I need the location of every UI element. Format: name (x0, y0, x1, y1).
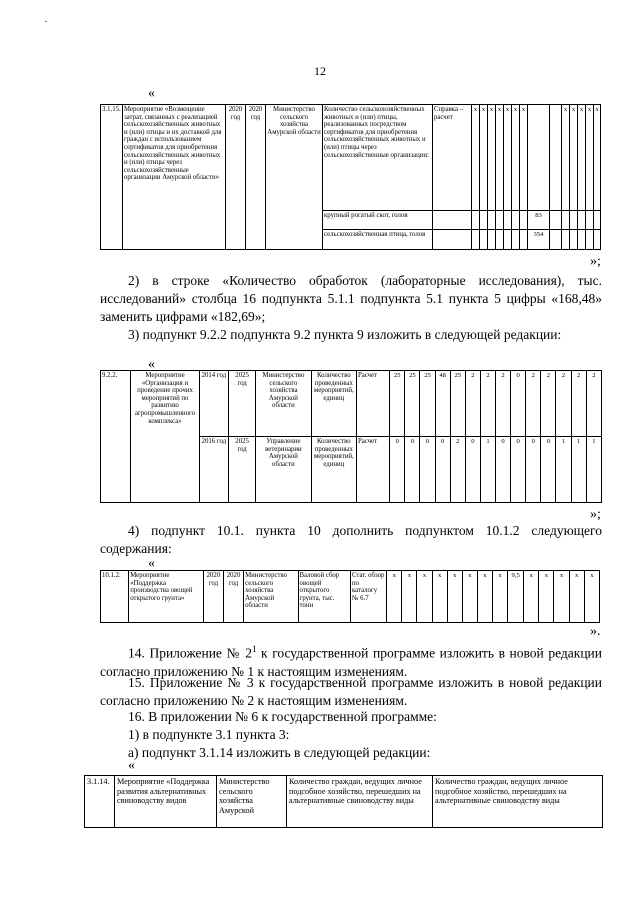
end-year: 2020 год (223, 571, 243, 623)
value-cell: х (520, 105, 528, 211)
value-cell: х (570, 105, 578, 211)
value-cell: х (432, 571, 447, 623)
value-cell: 0 (541, 437, 556, 503)
value-cell (550, 105, 562, 211)
value-cell: 0 (496, 437, 511, 503)
end-year: 2025 год (229, 371, 256, 437)
cattle-value: 83 (528, 211, 550, 230)
executor: Управление ветеринарии Амурской области (256, 437, 311, 503)
paragraph-15: 15. Приложение № 3 к государственной программе изложить в новой редакции согласно приложению № 2 к настоящим изменениям. (100, 675, 602, 708)
value-cell: 0 (435, 437, 450, 503)
value-cell: 0 (390, 437, 405, 503)
scan-mark: · (44, 16, 48, 28)
open-quote-3: « (148, 556, 155, 571)
value-cell: х (578, 105, 586, 211)
table-9-2-2 (100, 370, 602, 503)
table-3-1-14 (84, 775, 603, 828)
value-cell: х (584, 571, 599, 623)
paragraph-16-a: а) подпункт 3.1.14 изложить в следующей редакции: (128, 745, 431, 760)
row-label-poultry: сельскохозяйственная птица, голов (323, 230, 433, 250)
value-cell: 1 (586, 437, 601, 503)
value-cell: 9,5 (508, 571, 524, 623)
value-cell: 25 (450, 371, 465, 437)
executor: Министерство сельского хозяйства Амурской области (266, 105, 323, 250)
value-cell: 25 (420, 371, 435, 437)
executor: Министерство сельского хозяйства Амурской (217, 776, 287, 828)
start-year: 2020 год (203, 571, 223, 623)
paragraph-3: 3) подпункт 9.2.2 подпункта 9.2 пункта 9 изложить в следующей редакции: (128, 327, 562, 342)
value-cell: х (417, 571, 432, 623)
row-code: 10.1.2. (101, 571, 129, 623)
close-quote-3: ». (590, 624, 601, 639)
paragraph-16: 16. В приложении № 6 к государственной программе: (128, 709, 437, 724)
indicator: Валовой сбор овощей открытого грунта, тыс. тонн (298, 571, 350, 623)
value-cell: х (586, 105, 594, 211)
value-cell: х (594, 105, 601, 211)
indicator: Количество проведенных мероприятий, единиц (311, 437, 356, 503)
indicator-repeat: Количество граждан, ведущих личное подсобное хозяйство, перешедших на альтернативные свиноводству виды (433, 776, 603, 828)
value-cell: х (447, 571, 462, 623)
value-cell: х (512, 105, 520, 211)
value-cell: 0 (511, 437, 526, 503)
value-cell: 0 (511, 371, 526, 437)
value-cell: х (524, 571, 539, 623)
executor: Министерство сельского хозяйства Амурской области (256, 371, 311, 437)
value-cell: 0 (405, 437, 420, 503)
value-cell: 0 (420, 437, 435, 503)
value-cell: 25 (390, 371, 405, 437)
indicator: Количество сельскохозяйственных животных и (или) птицы, реализованных посредством сертификатов для приобретения сельскохозяйственных животных и (или) птицы через сельскохозяйственные организации: (323, 105, 433, 211)
value-cell: х (562, 105, 570, 211)
end-year: 2025 год (229, 437, 256, 503)
start-year: 2014 год (199, 371, 228, 437)
paragraph-14-superscript: 1 (251, 644, 257, 654)
value-cell: х (387, 571, 402, 623)
row-title: Мероприятие «Поддержка развития альтернативных свиноводству видов (115, 776, 217, 828)
value-cell: х (472, 105, 480, 211)
value-cell: х (488, 105, 496, 211)
value-cell: х (569, 571, 584, 623)
row-code: 9.2.2. (101, 371, 131, 503)
value-cell: х (504, 105, 512, 211)
paragraph-14-start: 14. Приложение № 2 (128, 645, 252, 661)
table-3-1-15 (100, 104, 601, 250)
method: Стат. обзор по каталогу № 6.7 (350, 571, 386, 623)
value-cell: 48 (435, 371, 450, 437)
value-cell: х (480, 105, 488, 211)
value-cell: 2 (496, 371, 511, 437)
value-cell: х (496, 105, 504, 211)
start-year: 2016 год (199, 437, 228, 503)
value-cell: 2 (586, 371, 601, 437)
executor: Министерство сельского хозяйства Амурской области (244, 571, 298, 623)
method: Расчет (357, 437, 390, 503)
value-cell: 2 (541, 371, 556, 437)
indicator: Количество граждан, ведущих личное подсобное хозяйство, перешедших на альтернативные свиноводству виды (287, 776, 433, 828)
poultry-value: 354 (528, 230, 550, 250)
close-quote-2: »; (590, 507, 601, 522)
open-quote-1: « (148, 86, 155, 101)
method: Расчет (357, 371, 390, 437)
value-cell: 2 (526, 371, 541, 437)
value-cell: х (462, 571, 477, 623)
value-cell: х (477, 571, 492, 623)
open-quote-2: « (148, 357, 155, 372)
row-code: 3.1.14. (85, 776, 115, 828)
start-year: 2020 год (226, 105, 246, 250)
value-cell: 2 (465, 371, 480, 437)
indicator: Количество проведенных мероприятий, единиц (311, 371, 356, 437)
value-cell: 1 (556, 437, 571, 503)
value-cell: х (493, 571, 508, 623)
open-quote-4: « (128, 758, 135, 773)
row-title: Мероприятие «Возмещение затрат, связанных с реализацией сельскохозяйственных животных и (или) птицы и их доставкой для граждан с использованием сертификатов для приобретения сельскохозяйственных животных и (или) птицы через сельскохозяйственные организации Амурской области» (123, 105, 226, 250)
value-cell: х (539, 571, 554, 623)
paragraph-14-end: к государственной программе изложить в новой редакции согласно приложению № 1 к настоящим изменениям. (100, 645, 603, 679)
table-10-1-2 (100, 570, 600, 623)
close-quote-1: »; (590, 254, 601, 269)
value-cell: х (554, 571, 569, 623)
value-cell: 1 (480, 437, 495, 503)
row-title: Мероприятие «Поддержка производства овощей открытого грунта» (129, 571, 204, 623)
value-cell (528, 105, 550, 211)
paragraph-2: 2) в строке «Количество обработок (лабораторные исследования), тыс. исследований» столбца 16 подпункта 5.1.1 подпункта 5.1 пункта 5 цифры «168,48» заменить цифрами «182,69»; (100, 273, 602, 324)
paragraph-16-1: 1) в подпункте 3.1 пункта 3: (128, 727, 290, 742)
value-cell: 0 (465, 437, 480, 503)
value-cell: 25 (405, 371, 420, 437)
row-code: 3.1.15. (101, 105, 123, 250)
value-cell: 2 (450, 437, 465, 503)
paragraph-4: 4) подпункт 10.1. пункта 10 дополнить подпунктом 10.1.2 следующего содержания: (100, 523, 602, 556)
end-year: 2020 год (246, 105, 266, 250)
row-title: Мероприятие «Организация и проведение прочих мероприятий по развитию агропромышленного комплекса» (131, 371, 200, 503)
method: Справка – расчет (433, 105, 472, 211)
value-cell: 2 (480, 371, 495, 437)
page-number: 12 (314, 64, 326, 78)
value-cell: х (402, 571, 417, 623)
value-cell: 0 (526, 437, 541, 503)
value-cell: 2 (556, 371, 571, 437)
value-cell: 1 (571, 437, 586, 503)
value-cell: 2 (571, 371, 586, 437)
row-label-cattle: крупный рогатый скот, голов (323, 211, 433, 230)
